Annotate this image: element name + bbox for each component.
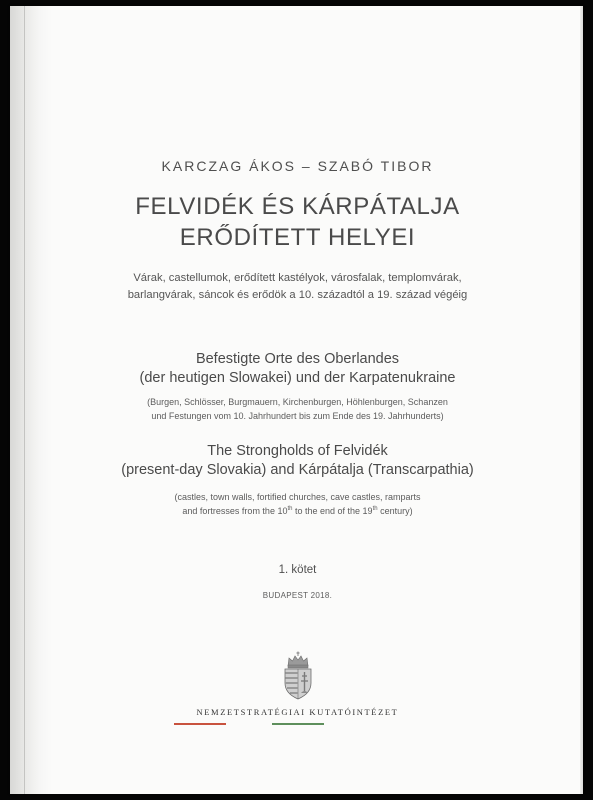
german-subtitle xyxy=(60,396,535,423)
english-subtitle-part-c: century) xyxy=(377,505,413,516)
book-title xyxy=(60,191,535,253)
book-subtitle xyxy=(60,270,535,303)
subtitle-line-2: barlangvárak, sáncok és erődök a 10. századtól a 19. század végéig xyxy=(127,288,468,301)
flag-green-stripe xyxy=(272,723,324,725)
german-subtitle-line-1: (Burgen, Schlösser, Burgmauern, Kirchenburgen, Höhlenburgen, Schanzen xyxy=(147,397,448,407)
authors: KARCZAG ÁKOS – SZABÓ TIBOR xyxy=(161,158,434,174)
english-subtitle-part-b: to the end of the 19 xyxy=(292,505,373,516)
institute-name: NEMZETSTRATÉGIAI KUTATÓINTÉZET xyxy=(196,707,399,717)
english-subtitle-part-a: and fortresses from the 10 xyxy=(182,505,288,516)
volume-number: 1. kötet xyxy=(278,564,317,576)
english-title-line-2: (present-day Slovakia) and Kárpátalja (Transcarpathia) xyxy=(121,462,474,478)
german-title xyxy=(60,350,535,388)
book-title-line-2: ERŐDÍTETT HELYEI xyxy=(179,224,416,251)
page-edge xyxy=(580,6,583,794)
page-gutter-shadow xyxy=(10,6,52,794)
english-title xyxy=(60,442,535,480)
spine-line xyxy=(24,6,25,794)
english-subtitle xyxy=(60,491,535,518)
subtitle-line-1: Várak, castellumok, erődített kastélyok, városfalak, templomvárak, xyxy=(133,272,462,284)
flag-red-stripe xyxy=(174,723,226,725)
book-page xyxy=(10,6,583,794)
superscript-th-2: th xyxy=(372,505,378,512)
place-and-year: BUDAPEST 2018. xyxy=(262,591,333,600)
hungarian-coat-of-arms-icon xyxy=(281,651,315,701)
german-subtitle-line-2: und Festungen vom 10. Jahrhundert bis zum Ende des 19. Jahrhunderts) xyxy=(151,410,444,421)
book-title-line-1: FELVIDÉK ÉS KÁRPÁTALJA xyxy=(135,193,460,220)
english-subtitle-line-2 xyxy=(60,505,535,519)
english-subtitle-line-1: (castles, town walls, fortified churches, cave castles, ramparts xyxy=(174,492,421,502)
german-title-line-2: (der heutigen Slowakei) und der Karpatenukraine xyxy=(139,370,456,386)
superscript-th-1: th xyxy=(287,505,293,512)
german-title-line-1: Befestigte Orte des Oberlandes xyxy=(195,351,400,367)
english-title-line-1: The Strongholds of Felvidék xyxy=(207,443,388,459)
